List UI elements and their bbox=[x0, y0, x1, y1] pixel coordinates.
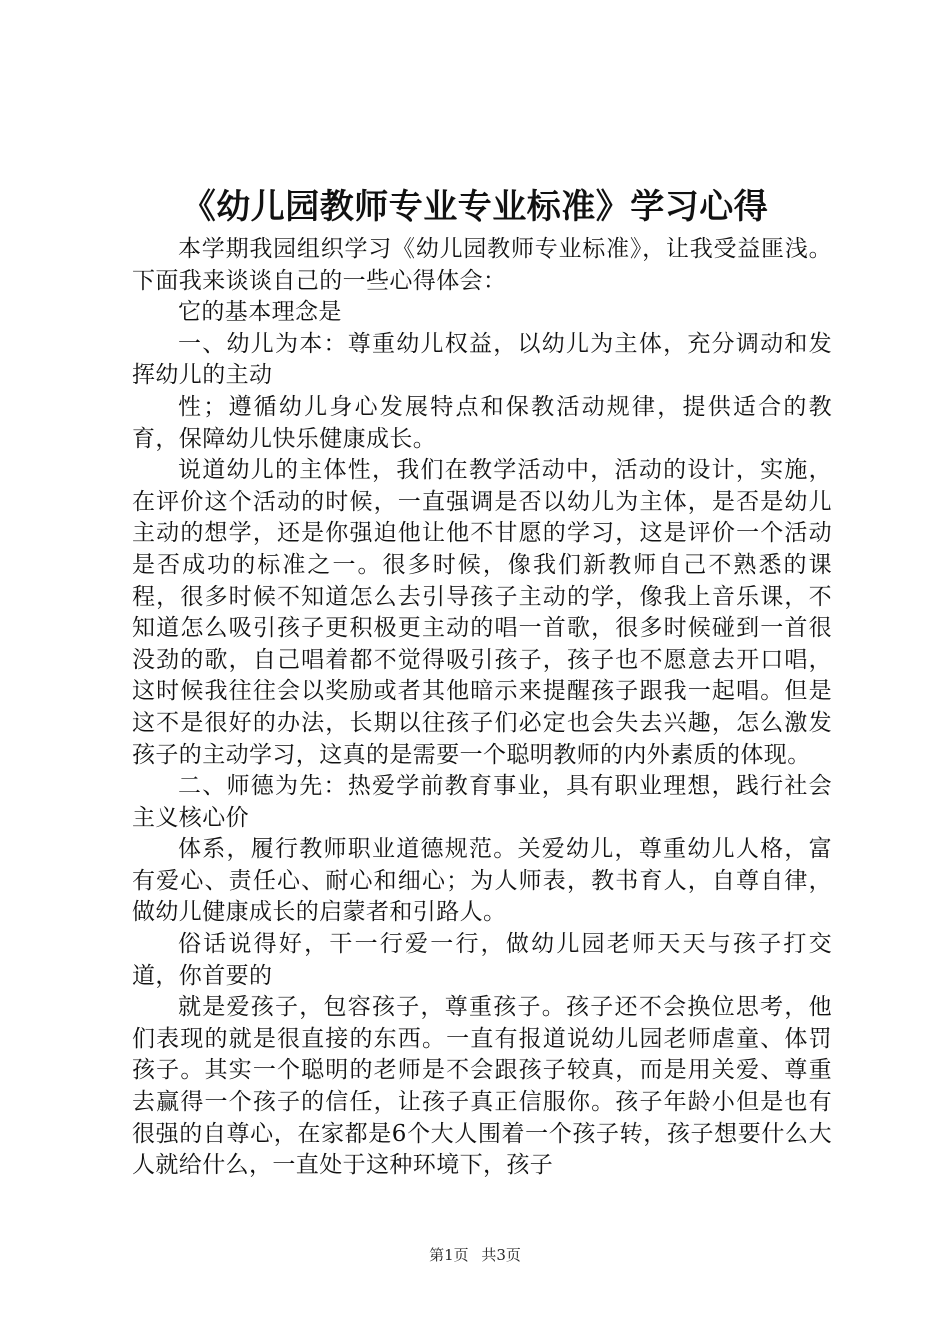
page-number: 第1页 bbox=[429, 1246, 469, 1264]
paragraph: 说道幼儿的主体性，我们在教学活动中，活动的设计，实施，在评价这个活动的时候，一直强调是否以幼儿为主体，是否是幼儿主动的想学，还是你强迫他让他不甘愿的学习，这是评价一个活动是否成功的标准之一。很多时候，像我们新教师自己不熟悉的课程，很多时候不知道怎么去引导孩子主动的学，像我上音乐课，不知道怎么吸引孩子更积极更主动的唱一首歌，很多时候碰到一首很没劲的歌，自己唱着都不觉得吸引孩子，孩子也不愿意去开口唱，这时候我往往会以奖励或者其他暗示来提醒孩子跟我一起唱。但是这不是很好的办法，长期以往孩子们必定也会失去兴趣，怎么激发孩子的主动学习，这真的是需要一个聪明教师的内外素质的体现。 bbox=[132, 457, 832, 768]
document-title: 《幼儿园教师专业专业标准》学习心得 bbox=[181, 187, 769, 227]
document-body bbox=[132, 234, 832, 1182]
paragraph: 就是爱孩子，包容孩子，尊重孩子。孩子还不会换位思考，他们表现的就是很直接的东西。一直有报道说幼儿园老师虐童、体罚孩子。其实一个聪明的老师是不会跟孩子较真，而是用关爱、尊重去赢得一个孩子的信任，让孩子真正信服你。孩子年龄小但是也有很强的自尊心，在家都是6个大人围着一个孩子转，孩子想要什么大人就给什么，一直处于这种环境下，孩子 bbox=[132, 994, 832, 1179]
paragraph: 体系，履行教师职业道德规范。关爱幼儿，尊重幼儿人格，富有爱心、责任心、耐心和细心；为人师表，教书育人，自尊自律，做幼儿健康成长的启蒙者和引路人。 bbox=[132, 836, 832, 926]
page-total: 共3页 bbox=[481, 1246, 521, 1264]
paragraph: 它的基本理念是 bbox=[178, 299, 342, 326]
paragraph: 俗话说得好，干一行爱一行，做幼儿园老师天天与孩子打交道，你首要的 bbox=[132, 931, 832, 989]
paragraph: 一、幼儿为本：尊重幼儿权益，以幼儿为主体，充分调动和发挥幼儿的主动 bbox=[132, 330, 832, 389]
page-footer bbox=[0, 1245, 950, 1265]
paragraph: 本学期我园组织学习《幼儿园教师专业标准》，让我受益匪浅。下面我来谈谈自己的一些心得体会： bbox=[132, 236, 832, 294]
paragraph: 二、师德为先：热爱学前教育事业，具有职业理想，践行社会主义核心价 bbox=[132, 773, 832, 831]
paragraph: 性；遵循幼儿身心发展特点和保教活动规律，提供适合的教育，保障幼儿快乐健康成长。 bbox=[132, 393, 832, 452]
